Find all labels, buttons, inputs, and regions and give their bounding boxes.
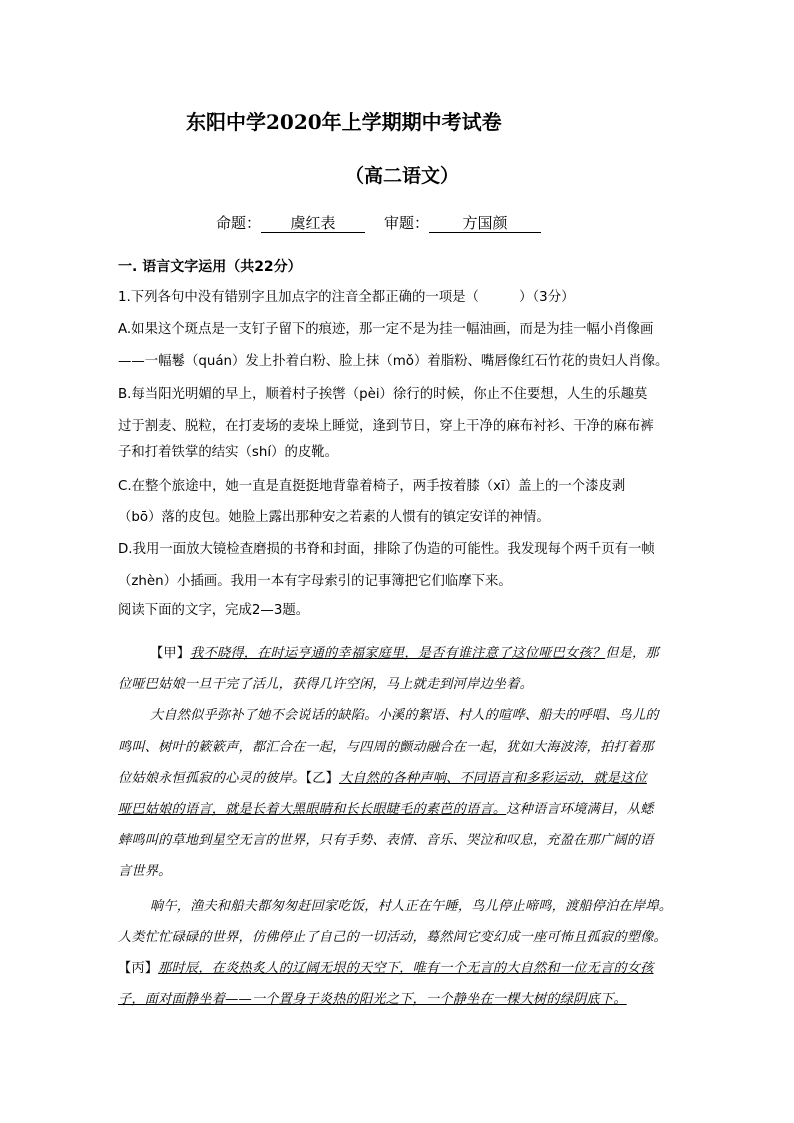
option-b-line-2: 过于割麦、脱粒，在打麦场的麦垛上睡觉，逢到节日，穿上干净的麻布衬衫、干净的麻布裤 bbox=[118, 419, 654, 434]
passage-line-6-rest: 这种语言环境满目，从蟋 bbox=[506, 802, 654, 817]
passage-line-6 bbox=[118, 801, 654, 819]
passage-jia-underlined: 我不晓得，在时运亨通的幸福家庭里，是否有谁注意了这位哑巴女孩？ bbox=[190, 646, 606, 661]
option-c-line-2: （bō）落的皮包。她脸上露出那种安之若素的人惯有的镇定安详的神情。 bbox=[118, 510, 550, 525]
passage-line-8: 言世界。 bbox=[118, 864, 172, 879]
passage-tag-yi: 【乙】 bbox=[305, 771, 339, 786]
passage-line-11 bbox=[118, 960, 654, 978]
passage-line-10: 人类忙忙碌碌的世界，仿佛停止了自己的一切活动，蓦然间它变幻成一座可怖且孤寂的塑像。 bbox=[118, 930, 667, 945]
reviewer-name: 方国颜 bbox=[429, 214, 541, 233]
reviewer-label: 审题： bbox=[384, 214, 430, 232]
setter-name: 虞红表 bbox=[261, 214, 365, 233]
passage-line-7: 蟀鸣叫的草地到星空无言的世界，只有手势、表情、音乐、哭泣和叹息，充盈在那广阔的语 bbox=[118, 833, 654, 848]
exam-title: 东阳中学2020年上学期期中考试卷 bbox=[186, 110, 502, 134]
question-1-stem: 1.下列各句中没有错别字且加点字的注音全都正确的一项是（ ）（3分） bbox=[118, 290, 575, 305]
section-heading: 一. 语言文字运用（共22分） bbox=[118, 259, 302, 275]
reviewer-line bbox=[384, 212, 541, 233]
reading-instruction: 阅读下面的文字，完成2—3题。 bbox=[118, 603, 310, 618]
passage-line-5-text: 位姑娘永恒孤寂的心灵的彼岸。 bbox=[118, 771, 306, 786]
option-b-line-3: 子和打着铁掌的结实（shí）的皮靴。 bbox=[118, 445, 339, 460]
option-d-line-1: D.我用一面放大镜检查磨损的书脊和封面，排除了伪造的可能性。我发现每个两千页有一帧 bbox=[118, 542, 655, 557]
passage-line-12 bbox=[118, 991, 627, 1009]
passage-tag-jia: 【甲】 bbox=[150, 646, 191, 661]
passage-line-9: 晌午，渔夫和船夫都匆匆赶回家吃饭，村人正在午睡，鸟儿停止啼鸣，渡船停泊在岸埠。 bbox=[150, 899, 673, 914]
setter-label: 命题： bbox=[216, 214, 262, 232]
passage-line-1 bbox=[150, 645, 659, 663]
passage-bing-underlined-1: 那时辰，在炎热炙人的辽阔无垠的天空下，唯有一个无言的大自然和一位无言的女孩 bbox=[158, 961, 654, 976]
exam-subtitle: （高二语文） bbox=[345, 165, 460, 187]
passage-bing-underlined-2: 子，面对面静坐着——一个置身于炎热的阳光之下，一个静坐在一棵大树的绿阴底下。 bbox=[118, 992, 627, 1007]
option-a-line-2: ——一幅鬈（quán）发上扑着白粉、脸上抹（mǒ）着脂粉、嘴唇像红石竹花的贵妇人肖像。 bbox=[118, 354, 669, 369]
passage-line-3: 大自然似乎弥补了她不会说话的缺陷。小溪的絮语、村人的喧哗、船夫的呼唱、鸟儿的 bbox=[150, 708, 659, 723]
passage-jia-rest: 但是，那 bbox=[605, 646, 659, 661]
passage-tag-bing: 【丙】 bbox=[118, 961, 159, 976]
passage-yi-underlined-1: 大自然的各种声响、不同语言和多彩运动，就是这位 bbox=[339, 771, 647, 786]
passage-line-5 bbox=[118, 770, 647, 788]
option-a-line-1: A.如果这个斑点是一支钉子留下的痕迹，那一定不是为挂一幅油画，而是为挂一幅小肖像画 bbox=[118, 322, 654, 337]
passage-line-2: 位哑巴姑娘一旦干完了活儿，获得几许空闲，马上就走到河岸边坐着。 bbox=[118, 677, 534, 692]
passage-yi-underlined-2: 哑巴姑娘的语言，就是长着大黑眼睛和长长眼睫毛的素芭的语言。 bbox=[118, 802, 507, 817]
passage-line-4: 鸣叫、树叶的簌簌声，都汇合在一起，与四周的颤动融合在一起，犹如大海波涛，拍打着那 bbox=[118, 740, 654, 755]
setter-line bbox=[216, 212, 365, 233]
option-b-line-1: B.每当阳光明媚的早上，顺着村子挨辔（pèi）徐行的时候，你止不住要想，人生的乐趣莫 bbox=[118, 387, 648, 402]
option-d-line-2: （zhèn）小插画。我用一本有字母索引的记事簿把它们临摩下来。 bbox=[118, 574, 512, 589]
option-c-line-1: C.在整个旅途中，她一直是直挺挺地背靠着椅子，两手按着膝（xī）盖上的一个漆皮剥 bbox=[118, 479, 626, 494]
